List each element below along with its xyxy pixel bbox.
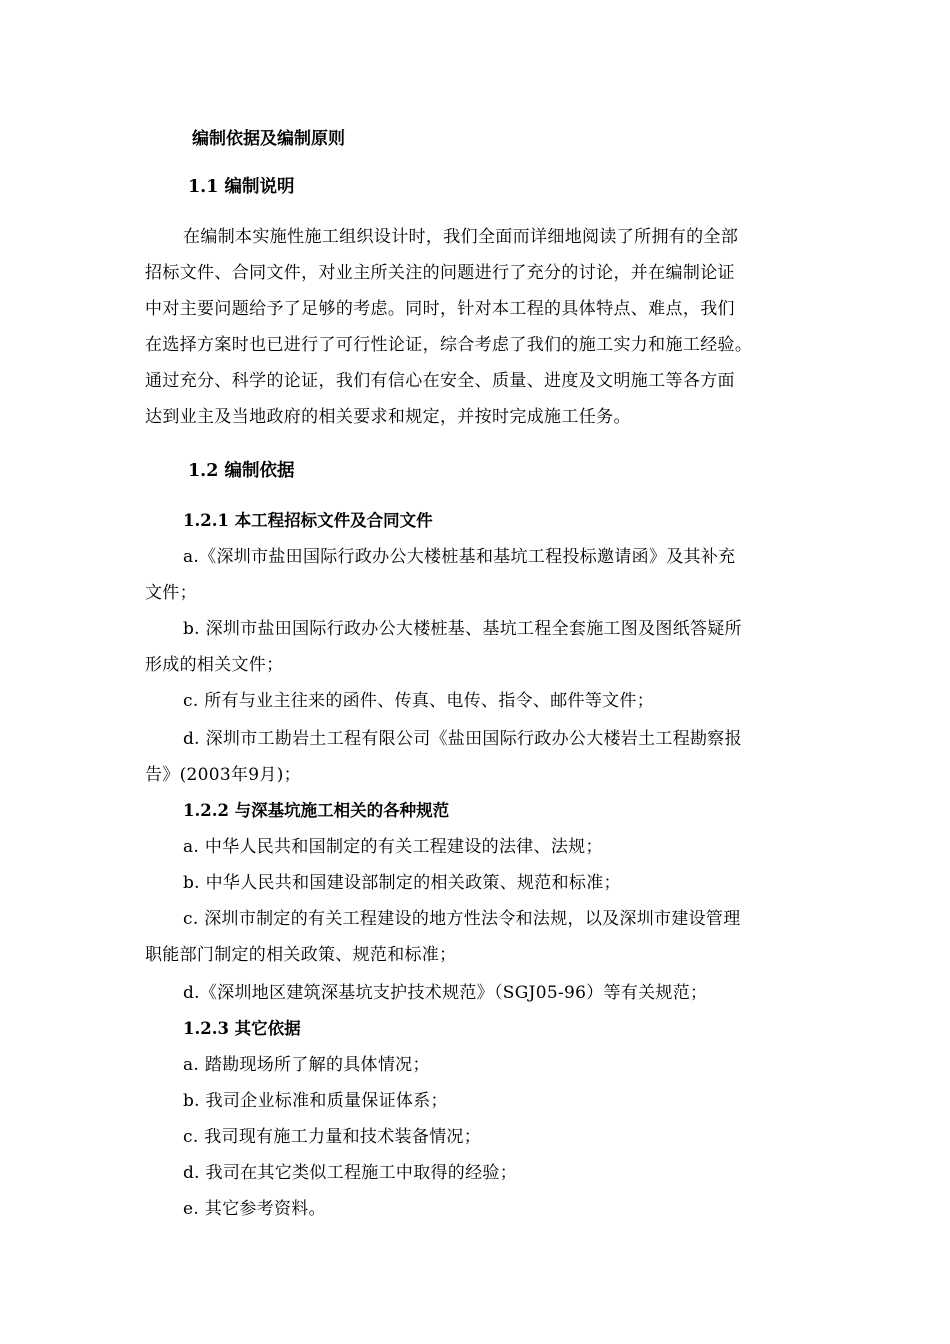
list-item: 形成的相关文件； [145,655,284,675]
document-title: 编制依据及编制原则 [192,129,345,149]
paragraph-line: 通过充分、科学的论证，我们有信心在安全、质量、进度及文明施工等各方面 [145,371,735,391]
list-item: e. 其它参考资料。 [183,1199,326,1219]
list-item: d. 深圳市工勘岩土工程有限公司《盐田国际行政办公大楼岩土工程勘察报 [183,729,742,749]
paragraph-line: 达到业主及当地政府的相关要求和规定，并按时完成施工任务。 [145,407,631,427]
list-item: b. 我司企业标准和质量保证体系； [183,1091,448,1111]
list-item: b. 深圳市盐田国际行政办公大楼桩基、基坑工程全套施工图及图纸答疑所 [183,619,742,639]
paragraph-line: 中对主要问题给予了足够的考虑。同时，针对本工程的具体特点、难点，我们 [145,299,735,319]
list-item: c. 深圳市制定的有关工程建设的地方性法令和法规，以及深圳市建设管理 [183,909,741,929]
list-item: d.《深圳地区建筑深基坑支护技术规范》（SGJ05-96）等有关规范； [183,983,708,1003]
paragraph-line: 招标文件、合同文件，对业主所关注的问题进行了充分的讨论，并在编制论证 [145,263,735,283]
section-heading-1-1: 1.1 编制说明 [188,177,295,197]
subsection-heading-1-2-2: 1.2.2 与深基坑施工相关的各种规范 [183,801,450,820]
list-item: b. 中华人民共和国建设部制定的相关政策、规范和标准； [183,873,621,893]
list-item: 职能部门制定的相关政策、规范和标准； [145,945,457,965]
list-item: 文件； [145,583,197,603]
section-heading-1-2: 1.2 编制依据 [188,461,295,481]
list-item: a. 踏勘现场所了解的具体情况； [183,1055,430,1075]
paragraph-line: 在选择方案时也已进行了可行性论证，综合考虑了我们的施工实力和施工经验。 [145,335,753,355]
paragraph-line: 在编制本实施性施工组织设计时，我们全面而详细地阅读了所拥有的全部 [183,227,739,247]
list-item: 告》(2003年9月)； [145,765,301,785]
list-item: a.《深圳市盐田国际行政办公大楼桩基和基坑工程投标邀请函》及其补充 [183,547,736,567]
list-item: c. 我司现有施工力量和技术装备情况； [183,1127,482,1147]
subsection-heading-1-2-1: 1.2.1 本工程招标文件及合同文件 [183,511,433,530]
list-item: c. 所有与业主往来的函件、传真、电传、指令、邮件等文件； [183,691,655,711]
list-item: a. 中华人民共和国制定的有关工程建设的法律、法规； [183,837,603,857]
subsection-heading-1-2-3: 1.2.3 其它依据 [183,1019,301,1038]
list-item: d. 我司在其它类似工程施工中取得的经验； [183,1163,517,1183]
